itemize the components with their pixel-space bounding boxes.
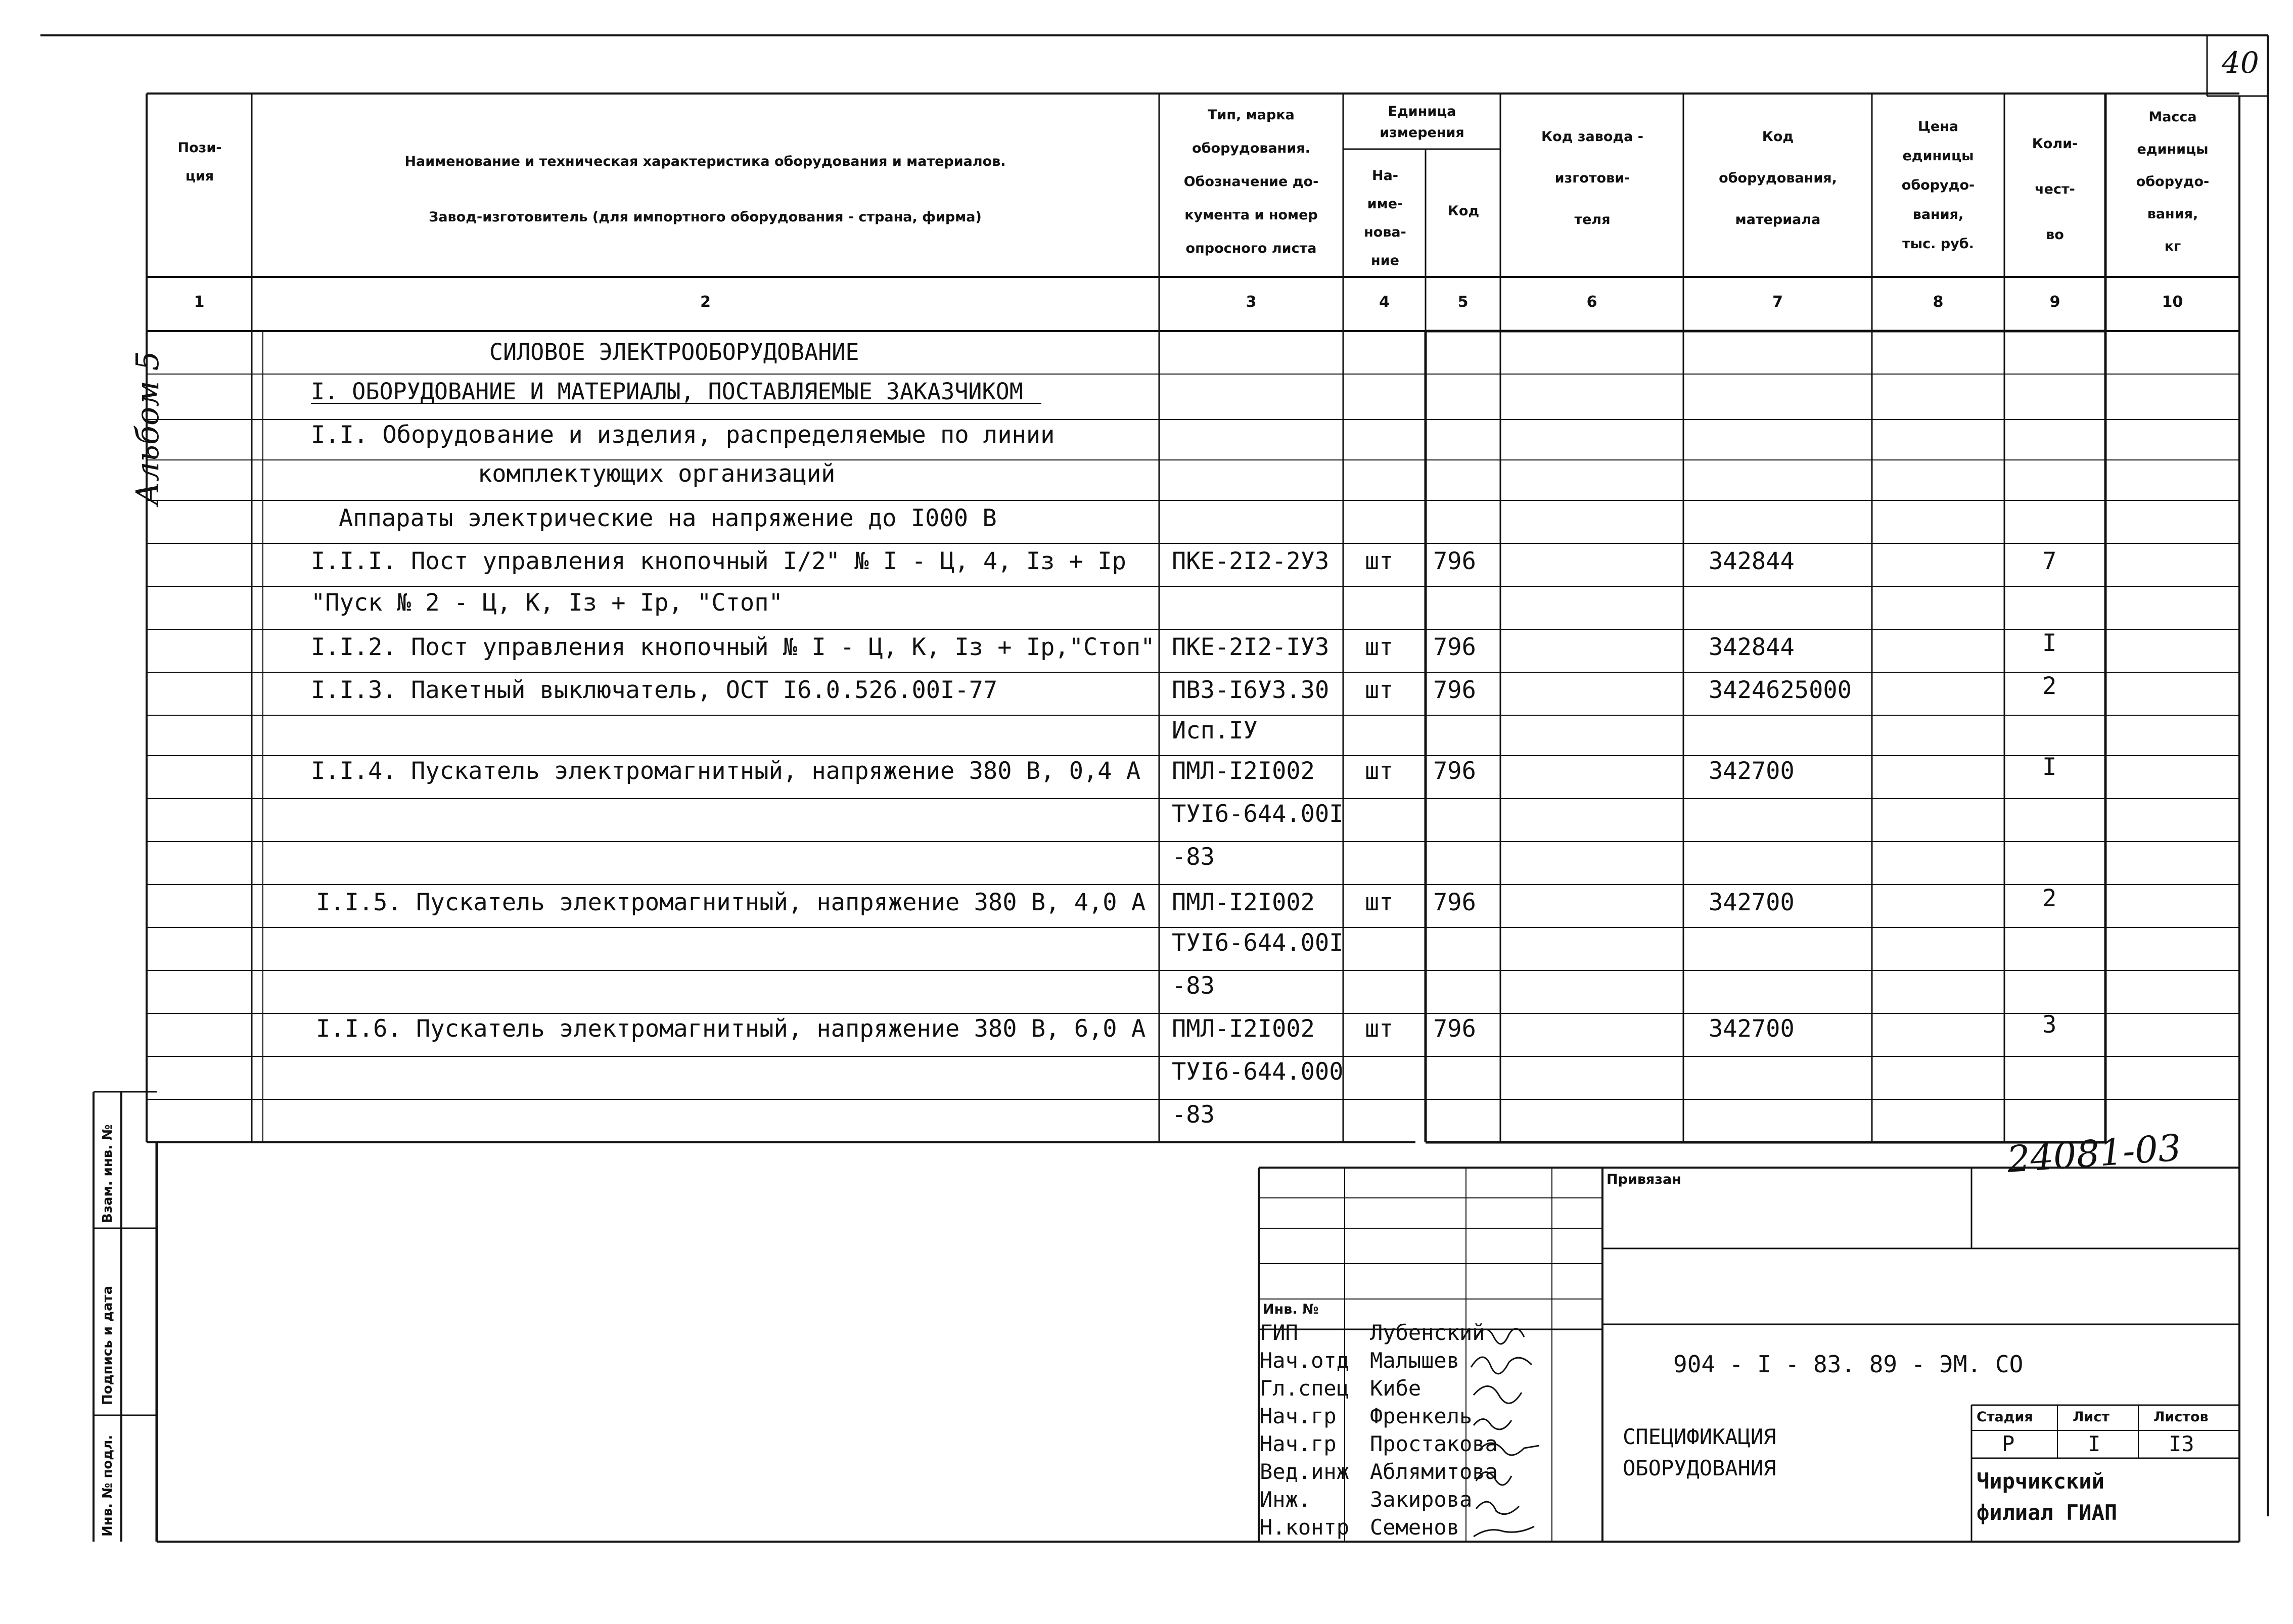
row-type: -83	[1172, 843, 1215, 871]
sheets-label: Листов	[2153, 1409, 2209, 1425]
person-name: Френкель	[1370, 1404, 1473, 1428]
role-label: Н.контр	[1260, 1515, 1350, 1540]
section-title: Аппараты электрические на напряжение до I000 В	[339, 504, 997, 532]
section-title: I. ОБОРУДОВАНИЕ И МАТЕРИАЛЫ, ПОСТАВЛЯЕМЫЕ ЗАКАЗЧИКОМ	[311, 378, 1023, 405]
row-type: ПМЛ-I2I002	[1172, 757, 1315, 785]
row-name: I.I.4. Пускатель электромагнитный, напряжение 380 В, 0,4 А	[311, 757, 1141, 785]
person-name: Кибе	[1370, 1376, 1421, 1401]
role-label: Инж.	[1260, 1487, 1311, 1512]
role-label: ГИП	[1260, 1320, 1298, 1345]
header-col2: Наименование и техническая характеристика оборудования и материалов. Завод-изготовитель (для импортного оборудования - страна, фирма)	[404, 154, 1006, 225]
row-material-code: 342700	[1709, 889, 1795, 916]
row-unit: шт	[1365, 1015, 1394, 1043]
row-unit: шт	[1365, 757, 1394, 785]
row-unit: шт	[1365, 889, 1394, 916]
header-col3: Тип, марка оборудования. Обозначение до- кумента и номер опросного листа	[1183, 107, 1319, 256]
person-name: Лубенский	[1370, 1320, 1485, 1345]
column-number: 8	[1933, 293, 1944, 311]
row-type: ТУI6-644.000	[1172, 1058, 1344, 1086]
row-type: ПМЛ-I2I002	[1172, 1015, 1315, 1043]
role-label: Вед.инж	[1260, 1459, 1350, 1484]
stamp-original-inv: Инв. № подл.	[100, 1434, 115, 1537]
row-code: 796	[1433, 889, 1476, 916]
header-col5: Код	[1447, 203, 1480, 219]
row-code: 796	[1433, 633, 1476, 661]
column-number: 1	[194, 293, 205, 311]
inv-label: Инв. №	[1263, 1302, 1319, 1317]
row-type: ПКЕ-2I2-IУЗ	[1172, 633, 1329, 661]
row-qty: 2	[2042, 885, 2057, 912]
row-type: ПВЗ-I6УЗ.30	[1172, 676, 1329, 704]
row-type: ПКЕ-2I2-2УЗ	[1172, 547, 1329, 575]
row-material-code: 342844	[1709, 547, 1795, 575]
column-number: 5	[1457, 293, 1469, 311]
role-label: Нач.гр	[1260, 1431, 1337, 1456]
row-type: ТУI6-644.00I	[1172, 800, 1344, 828]
section-title: комплектующих организаций	[478, 460, 836, 488]
column-number: 7	[1772, 293, 1783, 311]
header-col7: Код оборудования, материала	[1719, 129, 1837, 227]
person-name: Простакова	[1370, 1431, 1498, 1456]
row-material-code: 342844	[1709, 633, 1795, 661]
row-material-code: 342700	[1709, 757, 1795, 785]
header-col8: Цена единицы оборудо- вания, тыс. руб.	[1901, 119, 1975, 252]
document-code: 904 - I - 83. 89 - ЭМ. СО	[1673, 1351, 2024, 1378]
row-type: -83	[1172, 972, 1215, 1000]
section-title: СИЛОВОЕ ЭЛЕКТРООБОРУДОВАНИЕ	[489, 339, 859, 365]
header-unit-group: Единица измерения	[1380, 104, 1464, 141]
column-number: 3	[1246, 293, 1257, 311]
row-code: 796	[1433, 547, 1476, 575]
row-qty: 2	[2042, 672, 2057, 700]
person-name: Малышев	[1370, 1348, 1460, 1373]
header-col9: Коли- чест- во	[2032, 136, 2078, 243]
row-code: 796	[1433, 676, 1476, 704]
stage-value: Р	[2002, 1431, 2015, 1456]
row-material-code: 342700	[1709, 1015, 1795, 1043]
header-col10: Масса единицы оборудо- вания, кг	[2136, 109, 2210, 254]
row-code: 796	[1433, 1015, 1476, 1043]
row-name: I.I.6. Пускатель электромагнитный, напряжение 380 В, 6,0 А	[316, 1015, 1146, 1043]
role-label: Нач.отд	[1260, 1348, 1350, 1373]
row-material-code: 3424625000	[1709, 676, 1852, 704]
row-name: I.I.5. Пускатель электромагнитный, напряжение 380 В, 4,0 А	[316, 889, 1146, 916]
row-name: I.I.3. Пакетный выключатель, ОСТ I6.0.526.00I-77	[311, 676, 998, 704]
column-number: 4	[1379, 293, 1390, 311]
header-col4: На- име- нова- ние	[1364, 168, 1406, 268]
section-title: I.I. Оборудование и изделия, распределяемые по линии	[311, 421, 1055, 449]
row-type: -83	[1172, 1101, 1215, 1129]
person-name: Закирова	[1370, 1487, 1473, 1512]
stamp-signature-date: Подпись и дата	[100, 1285, 115, 1405]
row-unit: шт	[1365, 547, 1394, 575]
row-code: 796	[1433, 757, 1476, 785]
column-number: 10	[2162, 293, 2183, 311]
bound-label: Привязан	[1607, 1172, 1681, 1187]
role-label: Гл.спец	[1260, 1376, 1350, 1401]
signatures	[1466, 1314, 1602, 1542]
row-type: Исп.IУ	[1172, 717, 1258, 745]
sheet-label: Лист	[2073, 1409, 2109, 1425]
row-qty: 7	[2042, 547, 2057, 575]
sheets-value: I3	[2169, 1431, 2194, 1456]
drawing-code-handwritten: 24081-03	[2005, 1126, 2183, 1181]
row-qty: 3	[2042, 1011, 2057, 1039]
row-type: ТУI6-644.00I	[1172, 929, 1344, 957]
person-name: Аблямитова	[1370, 1459, 1498, 1484]
album-label: Альбом 5	[129, 351, 166, 505]
row-qty: I	[2042, 629, 2057, 657]
row-qty: I	[2042, 753, 2057, 781]
header-col6: Код завода - изготови- теля	[1541, 129, 1643, 227]
column-number: 2	[700, 293, 711, 311]
stage-label: Стадия	[1977, 1409, 2033, 1425]
sheet-value: I	[2088, 1431, 2101, 1456]
header-col1: Пози- ция	[177, 140, 222, 184]
row-unit: шт	[1365, 676, 1394, 704]
role-label: Нач.гр	[1260, 1404, 1337, 1428]
column-number: 6	[1586, 293, 1597, 311]
row-unit: шт	[1365, 633, 1394, 661]
stamp-replacement-inv: Взам. инв. №	[100, 1124, 115, 1223]
document-title: СПЕЦИФИКАЦИЯ ОБОРУДОВАНИЯ	[1623, 1424, 1776, 1480]
row-name: I.I.2. Пост управления кнопочный № I - Ц, К, Iз + Iр,"Стоп"	[311, 633, 1155, 661]
organization: Чирчикский филиал ГИАП	[1977, 1469, 2118, 1525]
row-name: "Пуск № 2 - Ц, К, Iз + Iр, "Стоп"	[311, 589, 783, 617]
row-name: I.I.I. Пост управления кнопочный I/2" № I - Ц, 4, Iз + Iр	[311, 547, 1126, 575]
page-number: 40	[2222, 45, 2259, 80]
person-name: Семенов	[1370, 1515, 1460, 1540]
column-number: 9	[2049, 293, 2060, 311]
row-type: ПМЛ-I2I002	[1172, 889, 1315, 916]
